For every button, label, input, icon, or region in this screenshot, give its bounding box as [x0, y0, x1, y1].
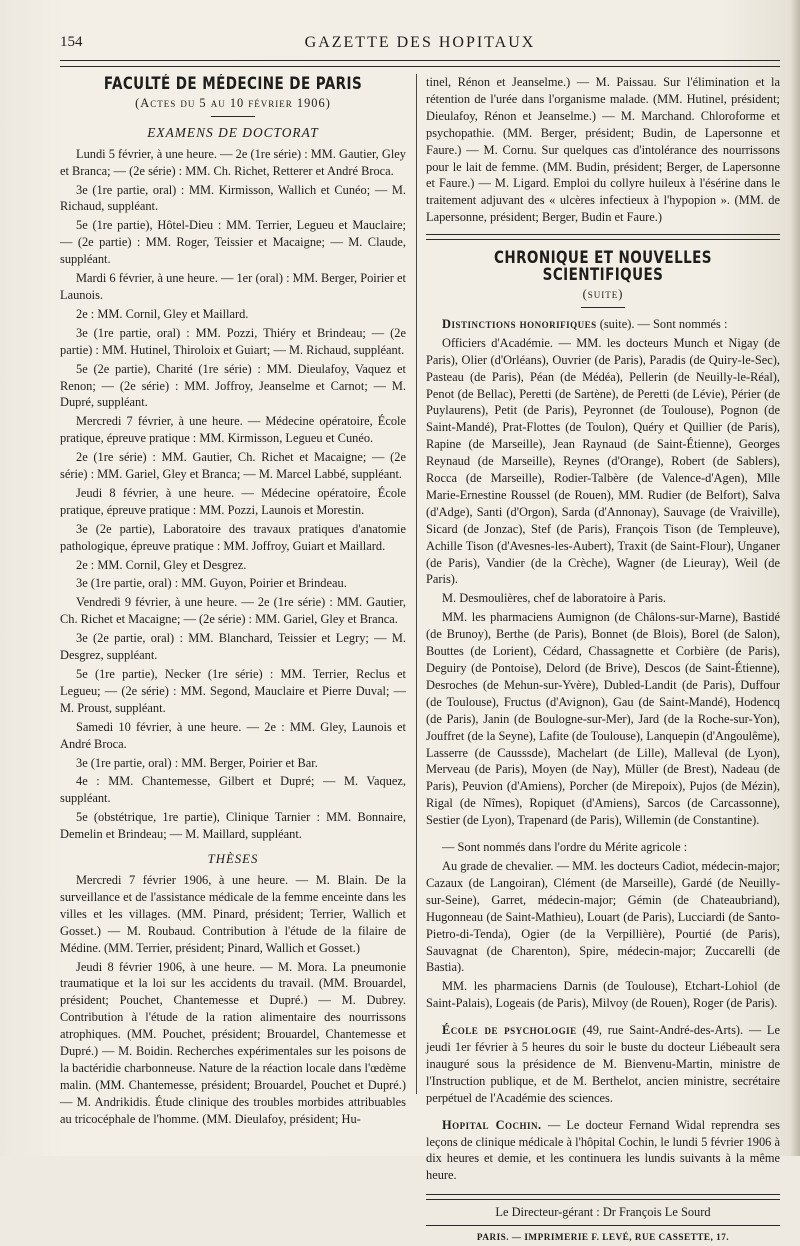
cochin-label: Hopital Cochin.: [442, 1117, 542, 1132]
theses-continuation: tinel, Rénon et Jeanselme.) — M. Paissau. Sur l'élimination et la rétention de l'urée dans l'organisme malade. (MM. Hutinel, président; Dieulafoy, Rénon et Jeanselme.) — M. Marchand. Chloroforme et psychopathie. (MM. Berger, président; Budin, de Lapersonne et Faure.) — M. Cornu. Sur quelques cas d'intolérance des nourrissons pour le lait de femme. (MM. Budin, président; Berger, de Lapersonne et Faure.) — M. Ligard. Emploi du collyre huileux à l'ésérine dans le traitement adjuvant des « ulcères infectieux à l'hypopion ». (MM. de Lapersonne, président; Berger, Budin et Faure.): [426, 75, 780, 225]
honorific-paragraph: [426, 316, 780, 333]
short-rule: [581, 307, 625, 308]
exam-entry: 3e (2e partie, oral) : MM. Blanchard, Teissier et Legry; — M. Desgrez, suppléant.: [60, 631, 406, 663]
spacer: [426, 1014, 780, 1022]
chronique-subtitle: (suite): [582, 286, 624, 301]
pharmaciens-merite-paragraph: MM. les pharmaciens Darnis (de Toulouse), Etchart-Lohiol (de Saint-Palais), Logeais (de Paris), Milvoy (de Rouen), Roger (de Paris).: [426, 979, 780, 1011]
desmoulieres-paragraph: M. Desmoulières, chef de laboratoire à Paris.: [442, 591, 666, 606]
page-edge-shadow: [790, 0, 800, 1156]
running-head: [60, 34, 780, 58]
ecole-paragraph: [426, 1022, 780, 1107]
journal-title: GAZETTE DES HOPITAUX: [304, 34, 536, 51]
cochin-paragraph: [426, 1117, 780, 1185]
exam-entry: 5e (2e partie), Charité (1re série) : MM. Dieulafoy, Vaquez et Renon; — (2e série) : MM. Joffroy, Jeanselme et Carnot; — M. Dupré, suppléant.: [60, 361, 406, 410]
honorific-intro: (suite). — Sont nommés :: [599, 316, 728, 331]
exam-entry: 5e (1re partie), Necker (1re série) : MM. Terrier, Reclus et Legueu; — (2e série) : MM. Segond, Mauclaire et Pierre Duval; — M. Proust, suppléant.: [60, 667, 406, 715]
theses-heading: THÈSES: [207, 852, 259, 867]
exam-entry: Jeudi 8 février, à une heure. — Médecine opératoire, École pratique, épreuve pratique : MM. Pozzi, Launois et Morestin.: [60, 485, 406, 517]
exam-entry: 2e (1re série) : MM. Gautier, Ch. Richet et Macaigne; — (2e série) : MM. Gariel, Gley et Branca; — M. Marcel Labbé, suppléant.: [60, 450, 406, 482]
footer-double-rule: [426, 1194, 780, 1200]
page-number: 154: [60, 34, 83, 50]
exam-entry: Mardi 6 février, à une heure. — 1er (oral) : MM. Berger, Poirier et Launois.: [60, 271, 406, 302]
chronique-title: CHRONIQUE ET NOUVELLES SCIENTIFIQUES: [494, 248, 712, 285]
cochin-text: — Le docteur Fernand Widal reprendra ses leçons de clinique médicale à l'hôpital Cochin, le lundi 5 février 1906 à dix heures et demie, et les continuera les lundis suivants à la même heure.: [426, 1117, 780, 1183]
exam-entry: 5e (1re partie), Hôtel-Dieu : MM. Terrier, Legueu et Mauclaire; — (2e partie) : MM. Roger, Teissier et Macaigne; — M. Claude, suppléant.: [60, 218, 406, 267]
thesis-entry: Mercredi 7 février 1906, à une heure. — M. Blain. De la surveillance et de l'assistance médicale de la femme enceinte dans les villes et les villages. (MM. Pinard, président; Terrier, Wallich et Gosset.) — M. Roubaud. Contribution à l'étude de la filaire de Médine. (MM. Terrier, président; Pinard, Wallich et Gosset.): [60, 872, 406, 955]
exam-entry: 2e : MM. Cornil, Gley et Desgrez.: [76, 557, 247, 572]
spacer: [426, 831, 780, 839]
faculty-title: FACULTÉ DE MÉDECINE DE PARIS: [103, 74, 363, 93]
exam-entry: 2e : MM. Cornil, Gley et Maillard.: [76, 306, 249, 321]
exam-entry: Mercredi 7 février, à une heure. — Médecine opératoire, École pratique, épreuve pratique : MM. Kirmisson, Legueu et Cunéo.: [60, 414, 406, 446]
short-rule: [211, 116, 255, 117]
merite-paragraph: Au grade de chevalier. — MM. les docteurs Cadiot, médecin-major; Cazaux (de Langoiran), Clément (de Marseille), Gardé (de Neuilly-sur-Seine), Garret, médecin-major; Gémin (de Chateaubriand), Hugonneau (de Saint-Mathieu), Louart (de Paris), Lucciardi (de Santo-Pietro-di-Tenda), Ogier (de la Verpillière), Pourtié (de Paris), Sauvagnat (de Charenton), Spire, médecin-major; Zuccarelli (de Bastia).: [426, 858, 780, 975]
merite-intro: — Sont nommés dans l'ordre du Mérite agricole :: [442, 840, 688, 855]
header-double-rule: [60, 60, 780, 67]
faculty-subtitle: (Actes du 5 au 10 février 1906): [135, 95, 331, 110]
exam-entry: 3e (1re partie, oral) : MM. Kirmisson, Wallich et Cunéo; — M. Richaud, suppléant.: [60, 182, 406, 214]
exam-entry: 4e : MM. Chantemesse, Gilbert et Dupré; — M. Vaquez, suppléant.: [60, 774, 406, 806]
exam-entry: 3e (1re partie, oral) : MM. Pozzi, Thiéry et Brindeau; — (2e partie) : MM. Hutinel, Thiroloix et Guiart; — M. Richaud, suppléant.: [60, 325, 406, 357]
thesis-entry: Jeudi 8 février 1906, à une heure. — M. Mora. La pneumonie traumatique et la loi sur les accidents du travail. (MM. Brouardel, président; Pouchet, Chantemesse et Dupré.) — M. Dubrey. Contribution à l'étude de la ration alimentaire des nourrissons atrophiques. (MM. Pouchet, président; Brouardel, Chantemesse et Dupré.) — M. Boidin. Recherches expérimentales sur les poisons de la bactéridie charbonneuse. Nature de la réaction locale dans l'œdème malin. (MM. Chantemesse, président; Brouardel, Pouchet et Dupré.) — M. Andrikidis. Étude clinique des troubles morbides attribuables au tricocéphale de l'homme. (MM. Dieulafoy, président; Hu-: [60, 959, 406, 1126]
exam-entry: 3e (1re partie, oral) : MM. Guyon, Poirier et Brindeau.: [76, 576, 347, 591]
ecole-text: (49, rue Saint-André-des-Arts). — Le jeudi 1er février à 5 heures du soir le buste du docteur Liébeault sera inauguré sous la présidence de M. Bienvenu-Martin, ministre de l'Instruction publique, et de M. Berthelot, ancien ministre, secrétaire perpétuel de l'Académie des sciences.: [426, 1023, 780, 1105]
printer-imprint: PARIS. — IMPRIMERIE F. LEVÉ, RUE CASSETTE, 17.: [426, 1225, 780, 1246]
left-column: [60, 74, 406, 1126]
spacer: [426, 1109, 780, 1117]
exam-entry: Vendredi 9 février, à une heure. — 2e (1re série) : MM. Gautier, Ch. Richet et Macaigne; — (2e série) : MM. Gariel, Gley et Branca.: [60, 595, 406, 627]
right-column: [426, 74, 780, 1243]
director-signature: Le Directeur-gérant : Dr François Le Sourd: [495, 1205, 711, 1220]
honorific-label: Distinctions honorifiques: [442, 316, 597, 331]
exam-entry: Lundi 5 février, à une heure. — 2e (1re série) : MM. Gautier, Gley et Branca; — (2e série) : MM. Ch. Richet, Retterer et André Broca.: [60, 146, 406, 178]
ecole-label: École de psychologie: [442, 1023, 577, 1038]
exam-entry: 3e (2e partie), Laboratoire des travaux pratiques d'anatomie pathologique, épreuve pratique : MM. Joffroy, Guiart et Maillard.: [60, 521, 406, 553]
exam-entry: Samedi 10 février, à une heure. — 2e : MM. Gley, Launois et André Broca.: [60, 719, 406, 751]
pharmaciens-paragraph: MM. les pharmaciens Aumignon (de Châlons-sur-Marne), Bastidé (de Brunoy), Berthe (de Paris), Bonnet (de Blois), Borel (de Salon), Bouttes (de Lorient), Cédard, Chassagnette et Corbière (de Paris), Deguiry (de Pontoise), Delord (de Brive), Descos (de Saint-Étienne), Desroches (de Mehun-sur-Yvère), Dubled-Landit (de Paris), Duffour (de Toulouse), Fructus (d'Avignon), Gau (de Saint-Mandé), Hodencq (de Paris), Janin (de Boulogne-sur-Mer), Jard (de la Roche-sur-Yon), Jouffret (de la Seyne), Lafite (de Toulouse), Lanquepin (d'Angoulême), Lasserre (de Causssde), Machelart (de Lille), Malleval (de Lyon), Merveau (de Paris), Moyen (de Nay), Müller (de Brest), Nadeau (de Paris), Peuvion (d'Amiens), Porcher (de Mirepoix), Pujos (de Mézin), Rigal (de Nîmes), Ropiquet (d'Amiens), Sarcos (de Carcassonne), Sestier (de Lyon), Trapenard (de Paris), Willemin (de Constantine).: [426, 610, 780, 828]
exam-entry: 5e (obstétrique, 1re partie), Clinique Tarnier : MM. Bonnaire, Demelin et Brindeau; — M. Maillard, suppléant.: [60, 810, 406, 842]
section-double-rule: [426, 234, 780, 240]
exams-heading: EXAMENS DE DOCTORAT: [147, 124, 319, 140]
officers-paragraph: Officiers d'Académie. — MM. les docteurs Munch et Nigay (de Paris), Olier (d'Orléans), Ouvrier (de Paris), Paradis (de Quiry-le-Sec), Pasteau (de Paris), Péan (de Médéa), Pellerin (de Neuilly-le-Réal), Penot (de Bellac), Peretti (de Sartène), de Peretti (de Lévie), Périer (de Puylaurens), Petit (de Paris), Peyronnet (de Toulouse), Pognon (de Saint-Mandé), Prat-Flottes (de Toulon), Quéry et Quillier (de Paris), Rapine (de Marseille), Jean Raynaud (de Saint-Étienne), Georges Reynaud (de Marseille), Reynes (d'Orange), Robert (de Sablers), Rocca (de Marseille), Rodier-Talbère (de Valence-d'Agen), Mlle Marie-Ernestine Roussel (de Rouen), MM. Rudier (de Belfort), Salva (d'Adge), Santi (d'Orgon), Sarda (d'Annonay), Sauvage (de Vraiville), Sicard (de Jonzac), Stef (de Paris), François Tison (de Templeuve), Achille Tison (d'Avesnes-les-Aubert), Traxit (de Saint-Flour), Unganer (de Paris), Vandier (de la Crèche), Wagner (de Lieuray), Weil (de Paris).: [426, 335, 780, 587]
exam-entry: 3e (1re partie, oral) : MM. Berger, Poirier et Bar.: [76, 755, 318, 770]
column-divider: [416, 74, 417, 1094]
